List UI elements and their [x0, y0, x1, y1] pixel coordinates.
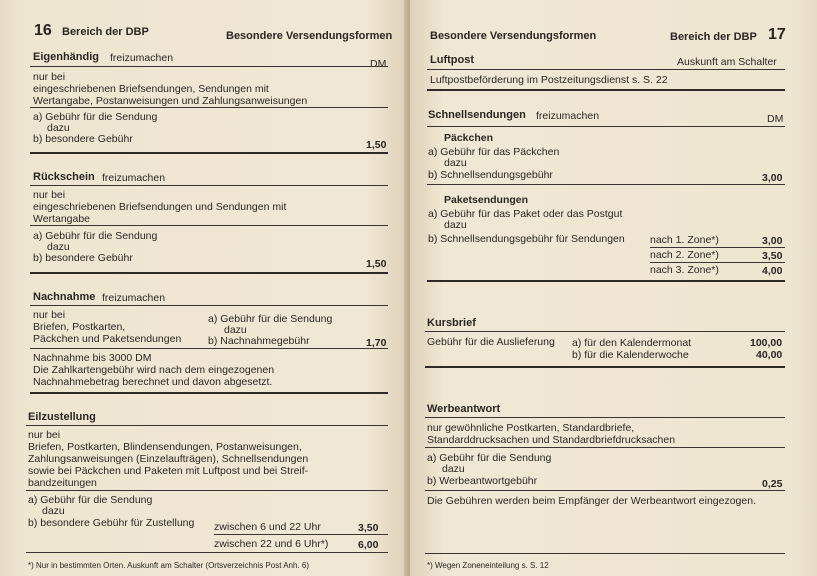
text-line: Wertangabe	[33, 213, 91, 225]
divider	[425, 366, 785, 368]
price: 40,00	[756, 349, 783, 361]
divider	[425, 417, 785, 418]
section-subtitle: freizumachen	[102, 292, 166, 304]
section-subtitle: freizumachen	[102, 172, 166, 184]
divider	[30, 107, 388, 108]
dazu-label: dazu	[444, 219, 467, 231]
info-text: Auskunft am Schalter	[677, 56, 777, 68]
section-title-kursbrief: Kursbrief	[427, 317, 476, 329]
item-a: a) Gebühr für die Sendung	[33, 230, 158, 242]
unit-label: DM	[370, 58, 387, 70]
dazu-label: dazu	[42, 505, 65, 517]
item-a: a) Gebühr für das Päckchen	[428, 146, 560, 158]
section-subtitle: freizumachen	[536, 110, 600, 122]
price: 1,50	[366, 258, 387, 270]
section-title-eigenhaendig: Eigenhändig	[33, 51, 99, 63]
divider	[30, 392, 388, 394]
divider	[214, 534, 388, 535]
note-line: Die Zahlkartengebühr wird nach dem eingezogenen	[33, 364, 275, 376]
divider	[427, 184, 785, 185]
text-line: eingeschriebenen Briefsendungen, Sendungen mit	[33, 83, 269, 95]
divider	[427, 89, 785, 91]
item-b: b) Werbeantwortgebühr	[427, 475, 538, 487]
divider	[30, 66, 388, 67]
section-title-werbeantwort: Werbeantwort	[427, 403, 501, 415]
text-line: nur bei	[28, 429, 61, 441]
zone-label: nach 3. Zone*)	[650, 264, 719, 276]
text-line: nur bei	[33, 309, 66, 321]
price: 4,00	[762, 265, 783, 277]
dazu-label: dazu	[444, 157, 467, 169]
section-title-rueckschein: Rückschein	[33, 171, 95, 183]
divider	[30, 185, 388, 186]
text-line: Päckchen und Paketsendungen	[33, 333, 182, 345]
divider	[427, 69, 785, 70]
price: 1,70	[366, 337, 387, 349]
text-line: Gebühr für die Auslieferung	[427, 336, 555, 348]
divider	[427, 126, 785, 127]
divider	[425, 331, 785, 332]
divider	[26, 552, 388, 553]
note-line: Nachnahmebetrag berechnet und davon abgesetzt.	[33, 376, 273, 388]
price: 3,00	[762, 235, 783, 247]
divider	[26, 425, 388, 426]
section-title-eilzustellung: Eilzustellung	[28, 411, 96, 423]
item-a: a) Gebühr für die Sendung	[427, 452, 552, 464]
text-line: Briefen, Postkarten,	[33, 321, 126, 333]
item-b: b) besondere Gebühr	[33, 133, 133, 145]
unit-label: DM	[767, 113, 784, 125]
text-line: Wertangabe, Postanweisungen und Zahlungsanweisungen	[33, 95, 308, 107]
divider	[30, 272, 388, 274]
divider	[26, 490, 388, 491]
divider	[650, 262, 785, 263]
item-b: b) besondere Gebühr für Zustellung	[28, 517, 195, 529]
section-title-luftpost: Luftpost	[430, 54, 474, 66]
header-left: Besondere Versendungsformen	[430, 30, 597, 42]
divider	[650, 247, 785, 248]
divider	[30, 348, 388, 349]
page-16	[0, 0, 408, 576]
dazu-label: dazu	[224, 324, 247, 336]
price: 3,00	[762, 172, 783, 184]
footnote: *) Wegen Zoneneinteilung s. S. 12	[427, 561, 549, 570]
header-left: Bereich der DBP	[62, 26, 149, 38]
text-line: eingeschriebenen Briefsendungen und Sendungen mit	[33, 201, 287, 213]
zone-label: zwischen 6 und 22 Uhr	[214, 521, 321, 533]
text-line: sowie bei Päckchen und Paketen mit Luftpost und bei Streif-	[28, 465, 309, 477]
price: 1,50	[366, 139, 387, 151]
item-a: a) für den Kalendermonat	[572, 337, 692, 349]
item-b: b) Nachnahmegebühr	[208, 335, 310, 347]
divider	[30, 305, 388, 306]
text-line: Zahlungsanweisungen (Einzelaufträgen), Schnellsendungen	[28, 453, 309, 465]
header-right: Besondere Versendungsformen	[226, 30, 393, 42]
dazu-label: dazu	[47, 122, 70, 134]
divider	[30, 225, 388, 226]
item-b: b) für die Kalenderwoche	[572, 349, 689, 361]
item-b: b) Schnellsendungsgebühr	[428, 169, 553, 181]
item-b: b) besondere Gebühr	[33, 252, 133, 264]
page-17	[410, 0, 817, 576]
section-title-schnellsendungen: Schnellsendungen	[428, 109, 526, 121]
divider	[425, 490, 785, 491]
item-a: a) Gebühr für das Paket oder das Postgut	[428, 208, 623, 220]
note-line: Nachnahme bis 3000 DM	[33, 352, 152, 364]
price: 100,00	[750, 337, 783, 349]
page-number: 16	[34, 22, 52, 39]
item-a: a) Gebühr für die Sendung	[33, 111, 158, 123]
text-line: nur bei	[33, 189, 66, 201]
footnote: *) Nur in bestimmten Orten. Auskunft am Schalter (Ortsverzeichnis Post Anh. 6)	[28, 561, 309, 570]
header-right: Bereich der DBP	[670, 31, 757, 43]
page-number: 17	[768, 26, 786, 43]
price: 0,25	[762, 478, 783, 490]
divider	[30, 152, 388, 154]
dazu-label: dazu	[47, 241, 70, 253]
text-line: Briefen, Postkarten, Blindensendungen, Postanweisungen,	[28, 441, 302, 453]
dazu-label: dazu	[442, 463, 465, 475]
divider	[425, 553, 785, 554]
text-line: Standarddrucksachen und Standardbriefdrucksachen	[427, 434, 676, 446]
section-subtitle: freizumachen	[110, 52, 174, 64]
note-line: Die Gebühren werden beim Empfänger der Werbeantwort eingezogen.	[427, 495, 756, 507]
text-line: bandzeitungen	[28, 477, 97, 489]
item-a: a) Gebühr für die Sendung	[28, 494, 153, 506]
divider	[425, 447, 785, 448]
zone-label: zwischen 22 und 6 Uhr*)	[214, 538, 329, 550]
zone-label: nach 1. Zone*)	[650, 234, 719, 246]
item-b: b) Schnellsendungsgebühr für Sendungen	[428, 233, 625, 245]
price: 6,00	[358, 539, 379, 551]
text-line: nur gewöhnliche Postkarten, Standardbriefe,	[427, 422, 635, 434]
price: 3,50	[358, 522, 379, 534]
subsection-paeckchen: Päckchen	[444, 132, 494, 144]
text-line: nur bei	[33, 71, 66, 83]
section-title-nachnahme: Nachnahme	[33, 291, 96, 303]
item-a: a) Gebühr für die Sendung	[208, 313, 333, 325]
divider	[427, 280, 785, 282]
subsection-paketsendungen: Paketsendungen	[444, 194, 529, 206]
zone-label: nach 2. Zone*)	[650, 249, 719, 261]
text-line: Luftpostbeförderung im Postzeitungsdienst s. S. 22	[430, 74, 668, 86]
price: 3,50	[762, 250, 783, 262]
